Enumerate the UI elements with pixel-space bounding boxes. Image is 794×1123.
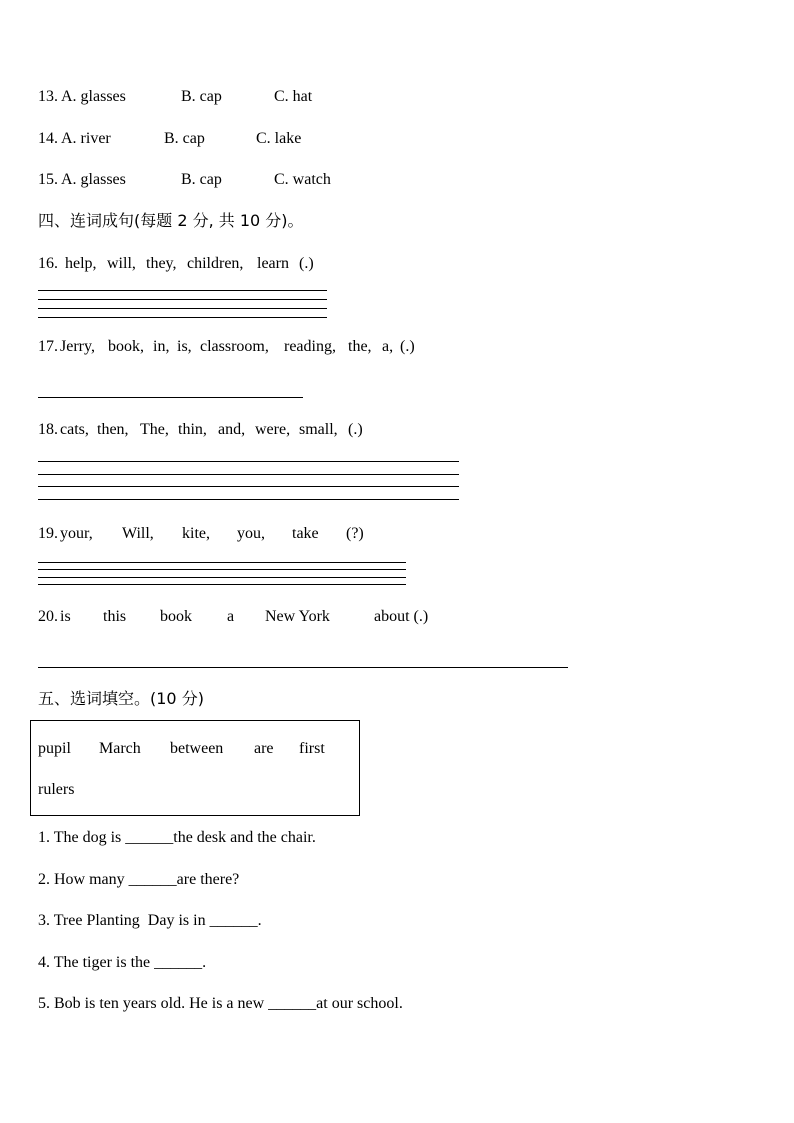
word: you,: [237, 525, 265, 542]
fill-sentence-1: 1. The dog is ______the desk and the chair.: [38, 829, 316, 846]
word: New York: [265, 608, 330, 625]
word: children,: [187, 255, 244, 272]
word-bank-item: first: [299, 740, 325, 757]
word-bank-item: are: [254, 740, 274, 757]
option-b: B. cap: [181, 171, 222, 188]
option-b: B. cap: [181, 88, 222, 105]
word-bank-box: [30, 720, 360, 816]
word: learn: [257, 255, 289, 272]
question-number: 15.: [38, 171, 58, 188]
word: a,: [382, 338, 394, 355]
word: this: [103, 608, 127, 625]
word: (.): [299, 255, 314, 272]
word-bank-item: rulers: [38, 781, 75, 798]
word: the,: [348, 338, 372, 355]
option-a: A. river: [61, 130, 111, 147]
question-number: 19.: [38, 525, 58, 542]
word: about (.): [374, 608, 429, 625]
question-number: 20.: [38, 608, 58, 625]
word: small,: [299, 421, 338, 438]
word-bank-item: March: [99, 740, 141, 757]
answer-line[interactable]: [38, 486, 459, 487]
answer-line[interactable]: [38, 562, 406, 563]
answer-line[interactable]: [38, 461, 459, 462]
word: cats,: [60, 421, 89, 438]
word: is: [60, 608, 71, 625]
word: (?): [346, 525, 364, 542]
word: classroom,: [200, 338, 269, 355]
word: in,: [153, 338, 170, 355]
option-c: C. lake: [256, 130, 302, 147]
word: The,: [140, 421, 169, 438]
word: will,: [107, 255, 136, 272]
answer-line[interactable]: [38, 667, 568, 668]
fill-sentence-4: 4. The tiger is the ______.: [38, 954, 207, 971]
fill-sentence-2: 2. How many ______are there?: [38, 871, 240, 888]
question-number: 14.: [38, 130, 58, 147]
answer-line[interactable]: [38, 499, 459, 500]
word: Jerry,: [60, 338, 95, 355]
question-number: 16.: [38, 255, 58, 272]
word: help,: [65, 255, 97, 272]
question-number: 18.: [38, 421, 58, 438]
answer-line[interactable]: [38, 474, 459, 475]
option-a: A. glasses: [61, 88, 126, 105]
answer-line[interactable]: [38, 397, 303, 398]
word: your,: [60, 525, 93, 542]
option-c: C. watch: [274, 171, 331, 188]
answer-line[interactable]: [38, 577, 406, 578]
answer-line[interactable]: [38, 299, 327, 300]
word: they,: [146, 255, 177, 272]
word: then,: [97, 421, 129, 438]
option-b: B. cap: [164, 130, 205, 147]
word-bank-item: pupil: [38, 740, 71, 757]
answer-line[interactable]: [38, 569, 406, 570]
word: (.): [400, 338, 415, 355]
question-number: 13.: [38, 88, 58, 105]
option-c: C. hat: [274, 88, 313, 105]
section-5-heading: 五、选词填空。(10 分): [38, 689, 204, 708]
answer-line[interactable]: [38, 290, 327, 291]
word: a: [227, 608, 235, 625]
fill-sentence-3: 3. Tree Planting Day is in ______.: [38, 912, 262, 929]
word-bank-item: between: [170, 740, 224, 757]
word: is,: [177, 338, 192, 355]
word: kite,: [182, 525, 210, 542]
answer-line[interactable]: [38, 308, 327, 309]
option-a: A. glasses: [61, 171, 126, 188]
word: (.): [348, 421, 363, 438]
word: Will,: [122, 525, 154, 542]
word: and,: [218, 421, 246, 438]
word: take: [292, 525, 319, 542]
fill-sentence-5: 5. Bob is ten years old. He is a new ______at our school.: [38, 995, 403, 1012]
section-4-heading: 四、连词成句(每题 2 分, 共 10 分)。: [38, 211, 304, 230]
answer-line[interactable]: [38, 317, 327, 318]
word: were,: [255, 421, 291, 438]
word: book: [160, 608, 192, 625]
question-number: 17.: [38, 338, 58, 355]
answer-line[interactable]: [38, 584, 406, 585]
word: thin,: [178, 421, 207, 438]
word: book,: [108, 338, 144, 355]
word: reading,: [284, 338, 336, 355]
